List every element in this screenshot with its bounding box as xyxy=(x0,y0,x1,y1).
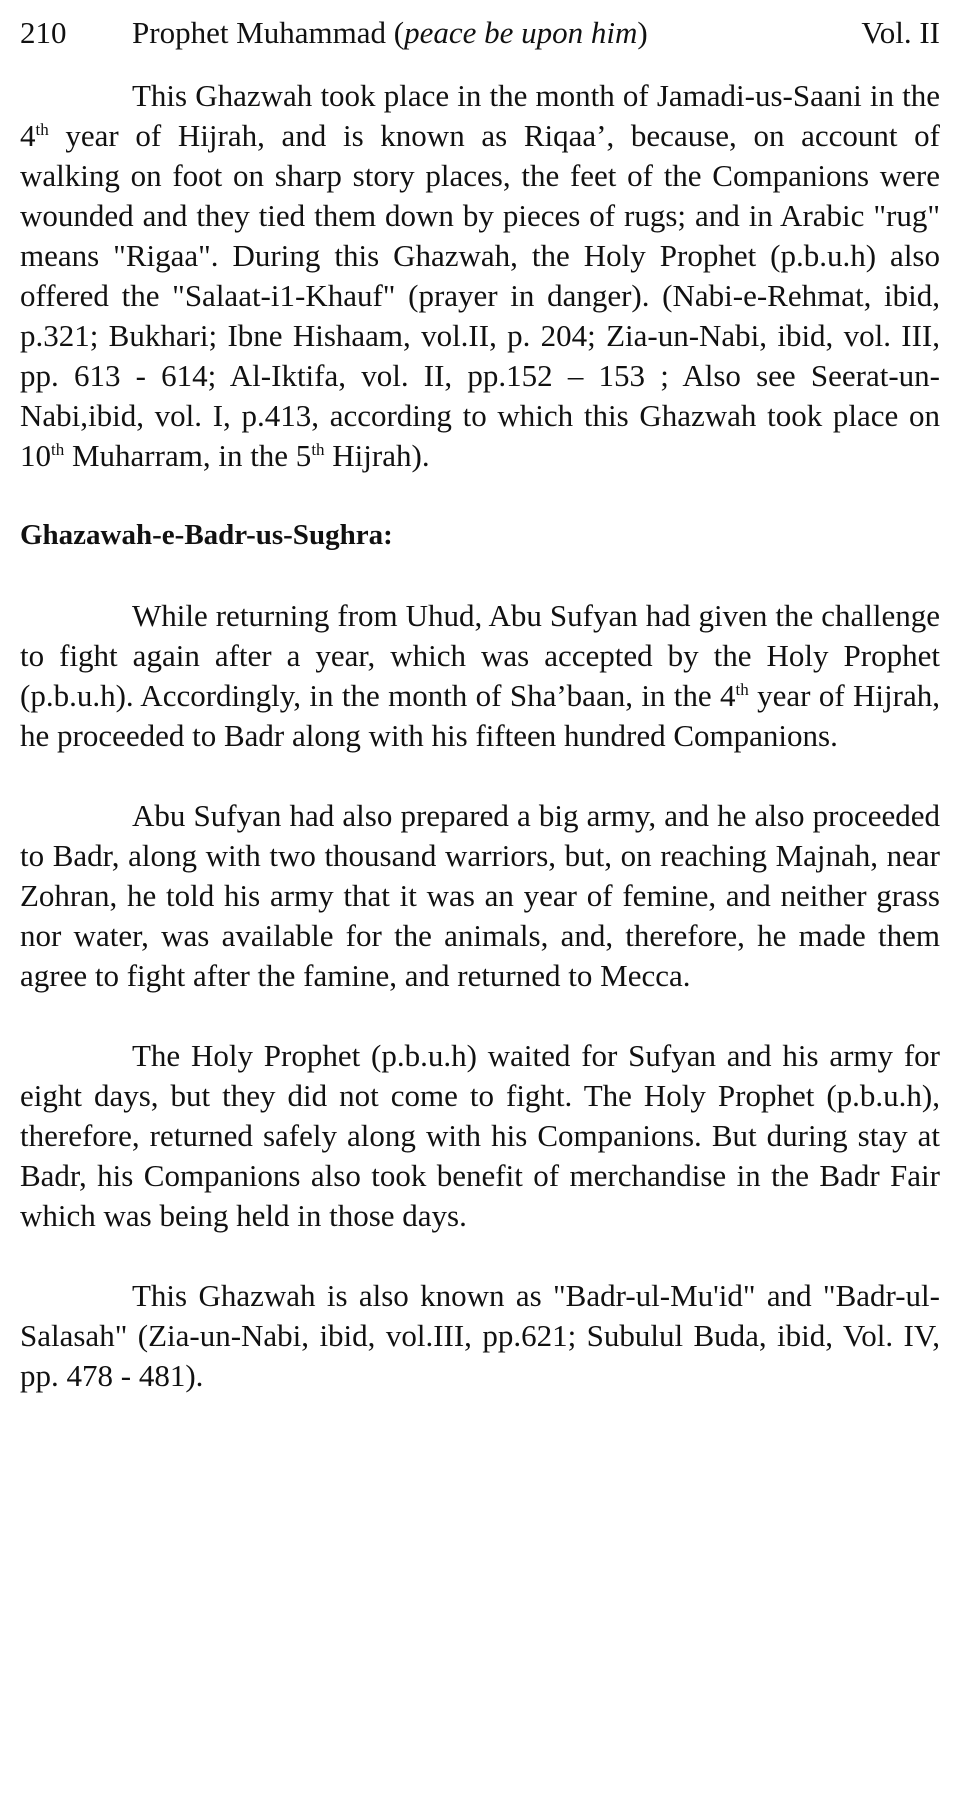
running-header xyxy=(20,14,940,52)
text-run: The Holy Prophet (p.b.u.h) waited for Sufyan and his army for eight days, but they did not come to fight. The Holy Prophet (p.b.u.h), therefore, returned safely along with his Companions. But during stay at Badr, his Companions also took benefit of merchandise in the Badr Fair which was being held in those days. xyxy=(20,1038,940,1233)
text-run: This Ghazwah took place in the month of Jamadi-us-Saani in the 4 xyxy=(20,78,940,153)
paragraph xyxy=(20,1036,940,1236)
book-title-italic: peace be upon him xyxy=(404,15,638,50)
paragraph xyxy=(20,596,940,756)
book-page xyxy=(20,14,940,1436)
section-heading: Ghazawah-e-Badr-us-Sughra: xyxy=(20,519,393,551)
paragraph xyxy=(20,796,940,996)
ordinal-superscript: th xyxy=(35,119,49,139)
book-title xyxy=(132,14,648,52)
volume-label: Vol. II xyxy=(861,15,940,50)
text-run: While returning from Uhud, Abu Sufyan had given the challenge to fight again after a year, which was accepted by the Holy Prophet (p.b.u.h). Accordingly, in the month of Sha’baan, in the 4 xyxy=(20,598,940,713)
text-run: Abu Sufyan had also prepared a big army, and he also proceeded to Badr, along with two thousand warriors, but, on reaching Majnah, near Zohran, he told his army that it was an year of femine, and neither grass nor water, was available for the animals, and, therefore, he made them agree to fight after the famine, and returned to Mecca. xyxy=(20,798,940,993)
ordinal-superscript: th xyxy=(51,439,65,459)
ordinal-superscript: th xyxy=(311,439,325,459)
body-text xyxy=(20,76,940,1396)
paragraph xyxy=(20,76,940,476)
header-left xyxy=(20,14,648,52)
text-run: Hijrah). xyxy=(324,438,430,473)
paragraph xyxy=(20,1276,940,1396)
page-number: 210 xyxy=(20,15,67,50)
ordinal-superscript: th xyxy=(735,679,749,699)
text-run: year of Hijrah, and is known as Riqaa’, because, on account of walking on foot on sharp story places, the feet of the Companions were wounded and they tied them down by pieces of rugs; and in Arabic "rug" means "Rigaa". During this Ghazwah, the Holy Prophet (p.b.u.h) also offered the "Salaat-i1-Khauf" (prayer in danger). (Nabi-e-Rehmat, ibid, p.321; Bukhari; Ibne Hishaam, vol.II, p. 204; Zia-un-Nabi, ibid, vol. III, pp. 613 - 614; Al-Iktifa, vol. II, pp.152 – 153 ; Also see Seerat-un-Nabi,ibid, vol. I, p.413, according to which this Ghazwah took place on 10 xyxy=(20,118,940,473)
text-run: This Ghazwah is also known as "Badr-ul-Mu'id" and "Badr-ul-Salasah" (Zia-un-Nabi, ibid, vol.III, pp.621; Subulul Buda, ibid, Vol. IV, pp. 478 - 481). xyxy=(20,1278,940,1393)
book-title-main: Prophet Muhammad ( xyxy=(132,15,405,50)
book-title-close: ) xyxy=(637,15,648,50)
text-run: Muharram, in the 5 xyxy=(64,438,312,473)
text-run: year of Hijrah, he proceeded to Badr along with his fifteen hundred Companions. xyxy=(20,678,940,753)
